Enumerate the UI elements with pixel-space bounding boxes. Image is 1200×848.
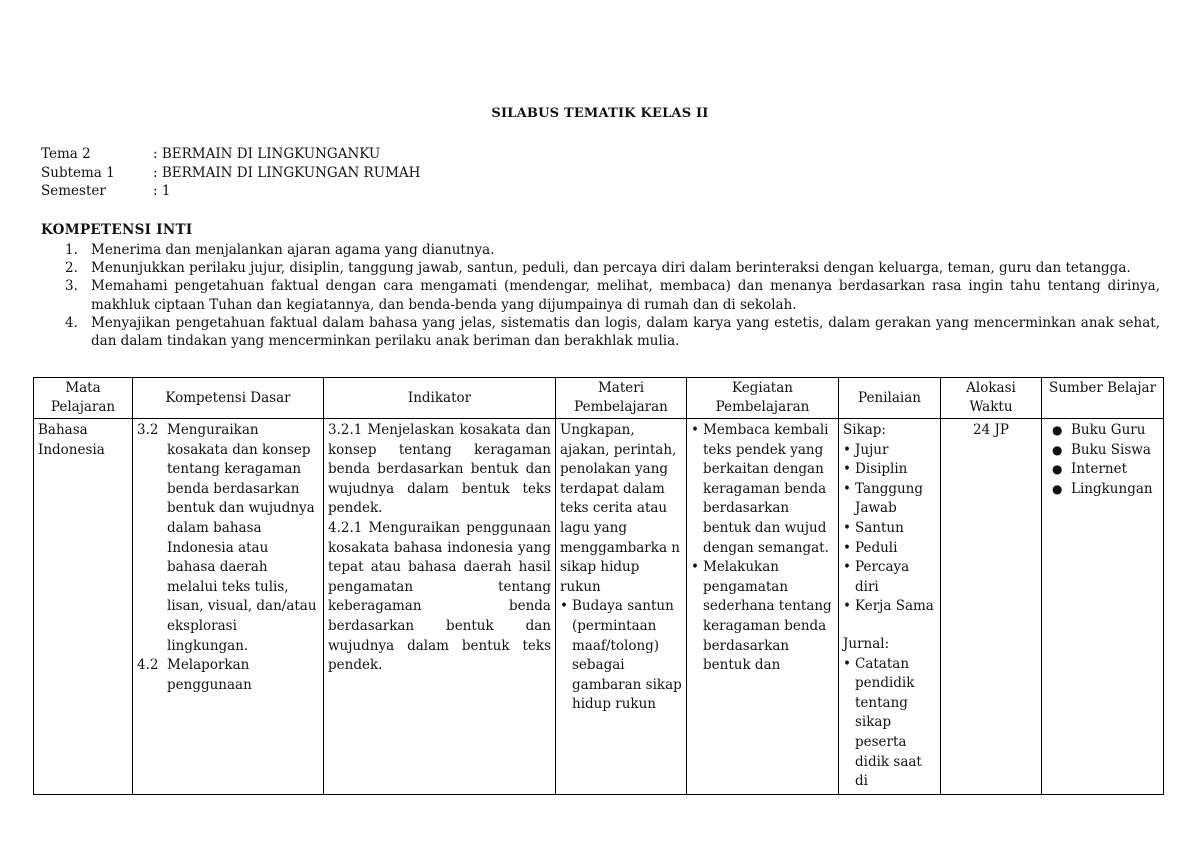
- sikap-item: [843, 558, 936, 597]
- kegiatan-item: [691, 558, 834, 676]
- sumber-text: Lingkungan: [1071, 480, 1153, 497]
- kd-item: [137, 421, 319, 656]
- kd-text: Melaporkan penggunaan: [167, 657, 252, 693]
- kompetensi-inti-heading: KOMPETENSI INTI: [41, 222, 193, 238]
- syllabus-meta: [41, 145, 420, 201]
- bullet-icon: ●: [1052, 423, 1063, 437]
- bullet-icon: •: [843, 519, 851, 536]
- jurnal-item: [843, 655, 936, 792]
- bullet-icon: ●: [1052, 481, 1063, 496]
- table-header-row: [34, 378, 1164, 419]
- bullet-icon: •: [843, 598, 851, 615]
- header-sumber-belajar: Sumber Belajar: [1042, 378, 1164, 419]
- ki-text: Memahami pengetahuan faktual dengan cara mengamati (mendengar, melihat, membaca) dan menanya berdasarkan rasa ingin tahu tentang dirinya, makhluk ciptaan Tuhan dan kegiatannya, dan benda-benda yang dijumpainya di rumah dan di sekolah.: [91, 278, 1160, 313]
- meta-value: : BERMAIN DI LINGKUNGANKU: [153, 146, 381, 162]
- cell-kompetensi-dasar: [133, 419, 324, 795]
- bullet-icon: •: [560, 598, 568, 615]
- ki-number: 1.: [65, 242, 78, 258]
- cell-indikator: [324, 419, 556, 795]
- bullet-icon: •: [843, 539, 851, 556]
- ki-text: Menerima dan menjalankan ajaran agama yang dianutnya.: [91, 242, 495, 258]
- cell-materi: [556, 419, 687, 795]
- jurnal-label: Jurnal:: [843, 635, 890, 652]
- ki-item: [65, 277, 1160, 313]
- bullet-icon: •: [843, 441, 851, 458]
- header-kompetensi-dasar: Kompetensi Dasar: [133, 378, 324, 419]
- header-penilaian: Penilaian: [839, 378, 941, 419]
- bullet-icon: •: [843, 559, 851, 576]
- bullet-icon: •: [843, 655, 851, 672]
- ki-item: [65, 259, 1160, 277]
- header-alokasi-waktu: Alokasi Waktu: [941, 378, 1042, 419]
- spacer: [843, 617, 936, 635]
- kd-number: 4.2: [137, 657, 159, 674]
- sikap-text: Kerja Sama: [855, 598, 934, 615]
- bullet-icon: ●: [1052, 462, 1063, 477]
- meta-row-tema: [41, 145, 420, 164]
- meta-value: : 1: [153, 183, 171, 199]
- sikap-item: [843, 480, 936, 519]
- bullet-icon: •: [843, 480, 851, 497]
- ki-number: 2.: [65, 260, 78, 277]
- header-materi-pembelajaran: Materi Pembelajaran: [556, 378, 687, 419]
- bullet-icon: •: [691, 422, 699, 438]
- sikap-item: [843, 441, 936, 461]
- kegiatan-item: [691, 421, 834, 558]
- cell-penilaian: [839, 419, 941, 795]
- sumber-list: [1046, 421, 1159, 499]
- header-kegiatan-pembelajaran: Kegiatan Pembelajaran: [687, 378, 839, 419]
- ki-text: Menyajikan pengetahuan faktual dalam bahasa yang jelas, sistematis dan logis, dalam karya yang estetis, dalam gerakan yang mencerminkan anak sehat, dan dalam tindakan yang mencerminkan perilaku anak beriman dan berakhlak mulia.: [91, 314, 1160, 350]
- jurnal-text: Catatan pendidik tentang sikap peserta didik saat di: [855, 655, 922, 790]
- bullet-icon: •: [843, 461, 851, 478]
- sumber-item: [1046, 460, 1159, 480]
- syllabus-table: [33, 377, 1164, 795]
- materi-bullet-text: Budaya santun (permintaan maaf/tolong) sebagai gambaran sikap hidup rukun: [572, 598, 682, 713]
- ki-item: [65, 241, 1160, 259]
- sikap-item: [843, 460, 936, 480]
- sikap-text: Santun: [855, 519, 904, 536]
- ki-number: 3.: [65, 278, 78, 295]
- sikap-text: Peduli: [855, 539, 898, 556]
- sikap-label: Sikap:: [843, 422, 886, 438]
- ki-item: [65, 314, 1160, 350]
- cell-mata-pelajaran: Bahasa Indonesia: [34, 419, 133, 795]
- sikap-item: [843, 519, 936, 539]
- sikap-text: Disiplin: [855, 461, 908, 478]
- sumber-item: [1046, 441, 1159, 461]
- meta-value: : BERMAIN DI LINGKUNGAN RUMAH: [153, 164, 421, 181]
- sikap-text: Percaya diri: [855, 559, 910, 595]
- sikap-item: [843, 597, 936, 617]
- sumber-text: Buku Guru: [1071, 422, 1146, 438]
- meta-label: Subtema 1: [41, 164, 115, 181]
- kegiatan-text: Membaca kembali teks pendek yang berkaitan dengan keragaman benda berdasarkan bentuk dan wujud dengan semangat.: [703, 422, 829, 556]
- sikap-item: [843, 539, 936, 559]
- meta-row-semester: [41, 182, 420, 201]
- kd-text: Menguraikan kosakata dan konsep tentang keragaman benda berdasarkan bentuk dan wujudnya dalam bahasa Indonesia atau bahasa daerah melalui teks tulis, lisan, visual, dan/atau eksplorasi lingkungan.: [167, 422, 317, 654]
- kd-item: [137, 656, 319, 695]
- kd-number: 3.2: [137, 422, 159, 438]
- header-indikator: Indikator: [324, 378, 556, 419]
- cell-sumber-belajar: [1042, 419, 1164, 795]
- indikator-item: 3.2.1 Menjelaskan kosakata dan konsep tentang keragaman benda berdasarkan bentuk dan wujudnya dalam bentuk teks pendek.: [328, 422, 551, 517]
- sumber-text: Buku Siswa: [1071, 441, 1151, 458]
- cell-kegiatan: [687, 419, 839, 795]
- ki-text: Menunjukkan perilaku jujur, disiplin, tanggung jawab, santun, peduli, dan percaya diri dalam berinteraksi dengan keluarga, teman, guru dan tetangga.: [91, 260, 1131, 277]
- meta-row-subtema: [41, 164, 420, 183]
- sumber-item: [1046, 480, 1159, 500]
- bullet-icon: ●: [1052, 442, 1063, 457]
- document-title: SILABUS TEMATIK KELAS II: [491, 106, 709, 121]
- sumber-item: [1046, 421, 1159, 441]
- bullet-icon: •: [691, 559, 699, 576]
- meta-label: Semester: [41, 183, 106, 199]
- materi-bullet: [560, 597, 682, 715]
- sikap-text: Tanggung Jawab: [855, 480, 924, 517]
- indikator-item: 4.2.1 Menguraikan penggunaan kosakata bahasa indonesia yang tepat atau bahasa daerah hasil pengamatan tentang keberagaman benda berdasarkan bentuk dan wujudnya dalam bentuk teks pendek.: [328, 519, 551, 674]
- meta-label: Tema 2: [41, 146, 91, 162]
- materi-text: Ungkapan, ajakan, perintah, penolakan yang terdapat dalam teks cerita atau lagu yang menggambarka n sikap hidup rukun: [560, 422, 680, 595]
- kompetensi-inti-list: [65, 241, 1160, 350]
- cell-alokasi-waktu: 24 JP: [941, 419, 1042, 795]
- ki-number: 4.: [65, 314, 78, 331]
- table-row: [34, 419, 1164, 795]
- sumber-text: Internet: [1071, 461, 1128, 478]
- kegiatan-text: Melakukan pengamatan sederhana tentang keragaman benda berdasarkan bentuk dan: [703, 559, 832, 674]
- sikap-text: Jujur: [855, 441, 889, 458]
- header-mata-pelajaran: Mata Pelajaran: [34, 378, 133, 419]
